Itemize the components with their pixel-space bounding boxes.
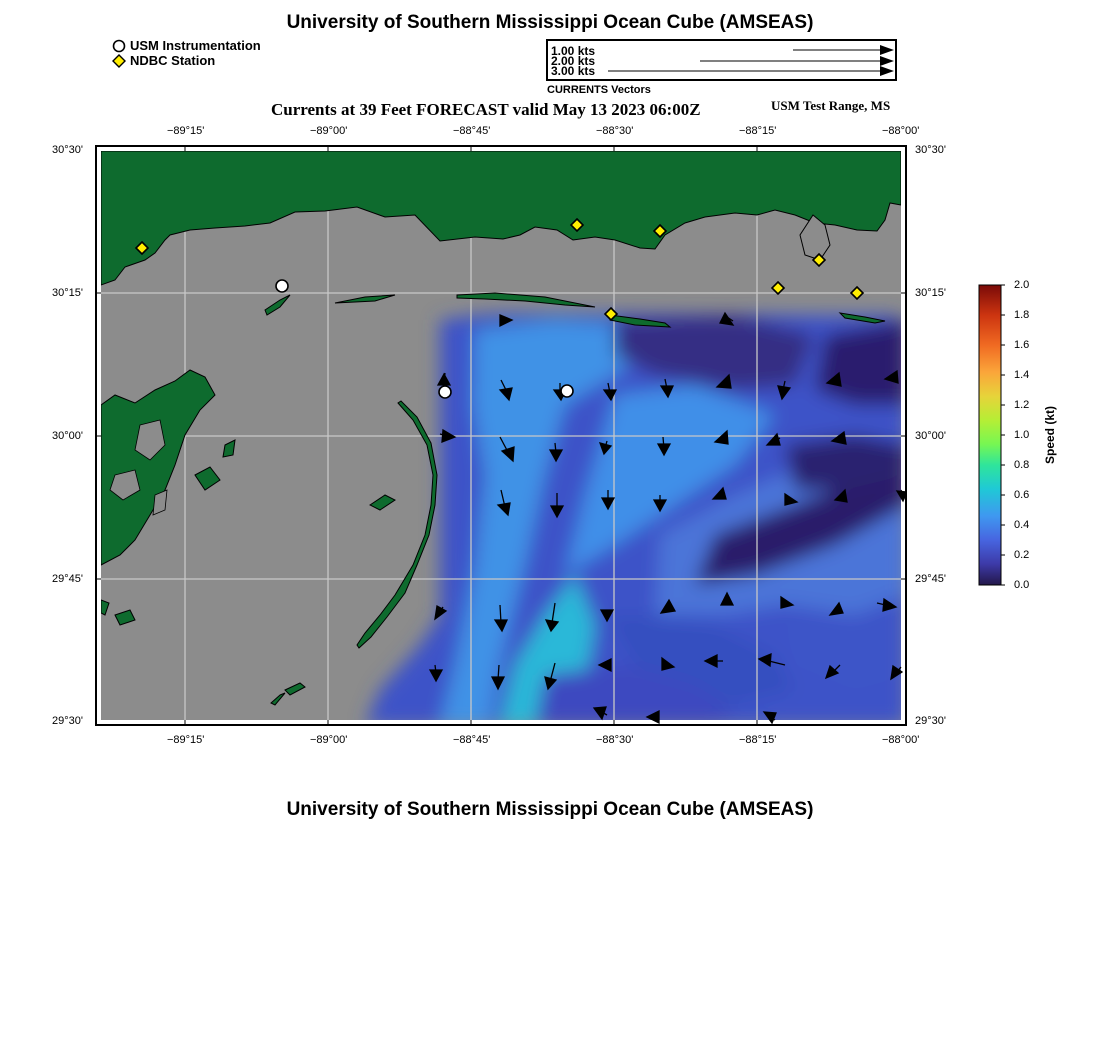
vector-caption: CURRENTS Vectors — [547, 84, 651, 96]
legend-usm-label: USM Instrumentation — [130, 38, 261, 53]
usm-instrument-marker[interactable] — [276, 280, 288, 292]
left-lat-label: 30°30' — [52, 144, 83, 156]
left-lat-label: 29°30' — [52, 715, 83, 727]
colorbar-tick: 1.2 — [1014, 399, 1030, 411]
left-lat-label: 30°00' — [52, 430, 83, 442]
colorbar-tick: 0.2 — [1014, 549, 1030, 561]
colorbar-tick: 0.0 — [1014, 579, 1030, 591]
top-lon-label: −88°45' — [453, 125, 491, 137]
vector-label-2: 2.00 kts — [551, 54, 596, 68]
left-lat-label: 29°45' — [52, 573, 83, 585]
colorbar-tick: 2.0 — [1014, 279, 1030, 291]
bottom-lon-label: −89°15' — [167, 734, 205, 746]
colorbar-tick: 0.6 — [1014, 489, 1030, 501]
top-lon-label: −88°30' — [596, 125, 634, 137]
forecast-subtitle: Currents at 39 Feet FORECAST valid May 13 2023 06:00Z — [271, 100, 701, 119]
usm-instrument-marker[interactable] — [439, 386, 451, 398]
range-label: USM Test Range, MS — [771, 98, 891, 113]
left-lat-label: 30°15' — [52, 287, 83, 299]
vector-label-1: 1.00 kts — [551, 44, 596, 58]
usm-circle-icon — [112, 39, 126, 53]
colorbar-tick: 1.6 — [1014, 339, 1030, 351]
colorbar-tick: 0.4 — [1014, 519, 1030, 531]
colorbar-tick: 1.4 — [1014, 369, 1030, 381]
right-lat-label: 30°15' — [915, 287, 946, 299]
vector-scale-box — [546, 39, 897, 81]
colorbar-tick: 1.8 — [1014, 309, 1030, 321]
colorbar-tick: 1.0 — [1014, 429, 1030, 441]
footer-title: University of Southern Mississippi Ocean Cube (AMSEAS) — [286, 799, 814, 820]
bottom-lon-label: −88°00' — [882, 734, 920, 746]
colorbar-tick: 0.8 — [1014, 459, 1030, 471]
bottom-lon-label: −88°45' — [453, 734, 491, 746]
bottom-lon-label: −89°00' — [310, 734, 348, 746]
top-lon-label: −88°00' — [882, 125, 920, 137]
bottom-lon-label: −88°30' — [596, 734, 634, 746]
vector-scale-arrows — [548, 41, 895, 79]
colorbar-label: Speed (kt) — [1043, 406, 1057, 465]
speed-field — [365, 313, 907, 726]
legend-usm — [112, 38, 261, 53]
map-title: University of Southern Mississippi Ocean Cube (AMSEAS) — [286, 12, 814, 33]
ndbc-diamond-icon — [112, 54, 126, 68]
right-lat-label: 30°30' — [915, 144, 946, 156]
usm-instrument-marker[interactable] — [561, 385, 573, 397]
right-lat-label: 29°30' — [915, 715, 946, 727]
top-lon-label: −89°15' — [167, 125, 205, 137]
legend-ndbc-label: NDBC Station — [130, 53, 216, 68]
speed-colorbar — [977, 283, 1007, 589]
bottom-lon-label: −88°15' — [739, 734, 777, 746]
vector-label-3: 3.00 kts — [551, 64, 596, 78]
top-lon-label: −88°15' — [739, 125, 777, 137]
right-lat-label: 29°45' — [915, 573, 946, 585]
top-lon-label: −89°00' — [310, 125, 348, 137]
legend-ndbc — [112, 53, 215, 68]
right-lat-label: 30°00' — [915, 430, 946, 442]
currents-map[interactable] — [95, 145, 907, 726]
